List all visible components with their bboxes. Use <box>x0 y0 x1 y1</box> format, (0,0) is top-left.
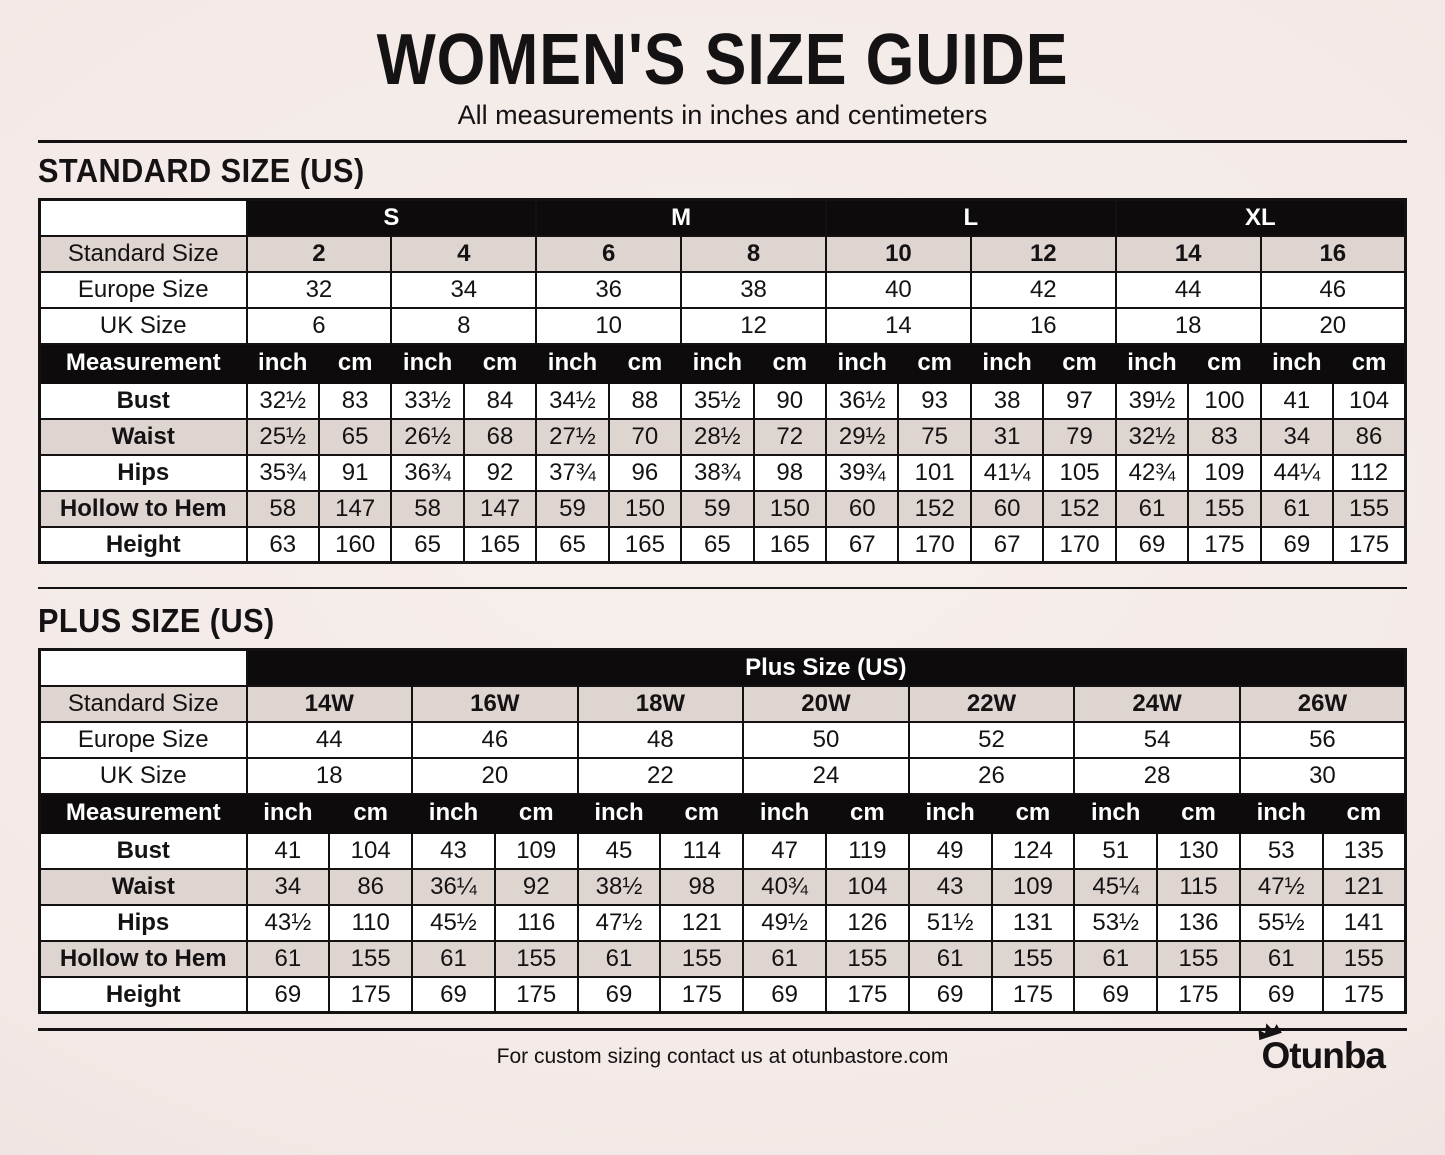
unit-inch-label: inch <box>971 344 1043 383</box>
size-value-cell: 56 <box>1240 722 1406 758</box>
measurement-cm-value: 175 <box>495 977 578 1013</box>
measurement-inch-value: 63 <box>247 527 319 563</box>
measurement-cm-value: 98 <box>754 455 826 491</box>
measurement-cm-value: 112 <box>1333 455 1405 491</box>
measurement-cm-value: 88 <box>609 383 681 419</box>
measurement-inch-value: 41¼ <box>971 455 1043 491</box>
size-value-cell: 18W <box>578 686 744 722</box>
measurement-cm-value: 175 <box>329 977 412 1013</box>
measurement-inch-value: 28½ <box>681 419 753 455</box>
size-value-cell: 8 <box>681 236 826 272</box>
footer-divider <box>38 1028 1407 1031</box>
measurement-inch-value: 61 <box>1116 491 1188 527</box>
size-value-cell: 14W <box>247 686 413 722</box>
measurement-cm-value: 175 <box>1333 527 1405 563</box>
measurement-inch-value: 38¾ <box>681 455 753 491</box>
size-value-cell: 40 <box>826 272 971 308</box>
size-value-cell: 54 <box>1074 722 1240 758</box>
size-row-label: Standard Size <box>40 236 247 272</box>
measurement-cm-value: 104 <box>329 833 412 869</box>
measurement-row-label: Hollow to Hem <box>40 941 247 977</box>
measurement-cm-value: 105 <box>1043 455 1115 491</box>
size-value-cell: 22W <box>909 686 1075 722</box>
measurement-cm-value: 152 <box>898 491 970 527</box>
measurement-cm-value: 126 <box>826 905 909 941</box>
unit-inch-label: inch <box>1116 344 1188 383</box>
size-value-cell: 46 <box>1261 272 1406 308</box>
standard-size-table <box>38 198 1407 564</box>
size-value-cell: 8 <box>391 308 536 344</box>
plus-group-header: Plus Size (US) <box>247 650 1406 686</box>
measurement-inch-value: 61 <box>1240 941 1323 977</box>
measurement-cm-value: 175 <box>1157 977 1240 1013</box>
unit-inch-label: inch <box>578 794 661 833</box>
page-title: WOMEN'S SIZE GUIDE <box>376 20 1069 100</box>
measurement-header-label: Measurement <box>40 344 247 383</box>
measurement-cm-value: 175 <box>826 977 909 1013</box>
measurement-cm-value: 150 <box>609 491 681 527</box>
measurement-row-label: Height <box>40 977 247 1013</box>
measurement-row-label: Bust <box>40 383 247 419</box>
unit-inch-label: inch <box>826 344 898 383</box>
measurement-inch-value: 34 <box>1261 419 1333 455</box>
measurement-inch-value: 31 <box>971 419 1043 455</box>
measurement-inch-value: 38½ <box>578 869 661 905</box>
size-value-cell: 18 <box>247 758 413 794</box>
measurement-inch-value: 61 <box>1074 941 1157 977</box>
unit-inch-label: inch <box>247 344 319 383</box>
size-value-cell: 4 <box>391 236 536 272</box>
brand-logo <box>1262 1035 1385 1077</box>
measurement-cm-value: 147 <box>464 491 536 527</box>
unit-cm-label: cm <box>660 794 743 833</box>
size-row-label: UK Size <box>40 308 247 344</box>
measurement-cm-value: 141 <box>1323 905 1406 941</box>
size-value-cell: 32 <box>247 272 392 308</box>
size-value-cell: 36 <box>536 272 681 308</box>
size-group-header: S <box>247 200 537 236</box>
measurement-inch-value: 69 <box>1240 977 1323 1013</box>
measurement-inch-value: 69 <box>909 977 992 1013</box>
unit-cm-label: cm <box>992 794 1075 833</box>
measurement-cm-value: 165 <box>464 527 536 563</box>
measurement-cm-value: 124 <box>992 833 1075 869</box>
measurement-cm-value: 92 <box>464 455 536 491</box>
measurement-cm-value: 75 <box>898 419 970 455</box>
header-divider <box>38 140 1407 143</box>
unit-cm-label: cm <box>1188 344 1260 383</box>
measurement-inch-value: 34½ <box>536 383 608 419</box>
measurement-inch-value: 61 <box>743 941 826 977</box>
measurement-inch-value: 69 <box>412 977 495 1013</box>
measurement-inch-value: 60 <box>971 491 1043 527</box>
size-value-cell: 44 <box>1116 272 1261 308</box>
unit-inch-label: inch <box>681 344 753 383</box>
measurement-cm-value: 175 <box>660 977 743 1013</box>
measurement-row-label: Hips <box>40 905 247 941</box>
measurement-inch-value: 36¾ <box>391 455 463 491</box>
measurement-cm-value: 155 <box>1323 941 1406 977</box>
measurement-cm-value: 109 <box>992 869 1075 905</box>
measurement-cm-value: 92 <box>495 869 578 905</box>
measurement-cm-value: 165 <box>754 527 826 563</box>
size-value-cell: 26 <box>909 758 1075 794</box>
measurement-inch-value: 37¾ <box>536 455 608 491</box>
measurement-cm-value: 155 <box>1333 491 1405 527</box>
size-value-cell: 24W <box>1074 686 1240 722</box>
size-row-label: Europe Size <box>40 272 247 308</box>
unit-cm-label: cm <box>1157 794 1240 833</box>
measurement-row-label: Height <box>40 527 247 563</box>
unit-cm-label: cm <box>754 344 826 383</box>
measurement-inch-value: 39¾ <box>826 455 898 491</box>
measurement-cm-value: 86 <box>1333 419 1405 455</box>
measurement-cm-value: 155 <box>1157 941 1240 977</box>
unit-inch-label: inch <box>1074 794 1157 833</box>
measurement-cm-value: 72 <box>754 419 826 455</box>
measurement-cm-value: 98 <box>660 869 743 905</box>
measurement-cm-value: 147 <box>319 491 391 527</box>
measurement-inch-value: 26½ <box>391 419 463 455</box>
size-value-cell: 38 <box>681 272 826 308</box>
table-corner-cell <box>40 200 247 236</box>
plus-size-table <box>38 648 1407 1014</box>
footer <box>38 1035 1407 1115</box>
unit-inch-label: inch <box>247 794 330 833</box>
unit-cm-label: cm <box>898 344 970 383</box>
size-value-cell: 44 <box>247 722 413 758</box>
measurement-cm-value: 119 <box>826 833 909 869</box>
measurement-inch-value: 44¼ <box>1261 455 1333 491</box>
measurement-inch-value: 40¾ <box>743 869 826 905</box>
measurement-inch-value: 53 <box>1240 833 1323 869</box>
unit-inch-label: inch <box>909 794 992 833</box>
measurement-cm-value: 160 <box>319 527 391 563</box>
size-value-cell: 42 <box>971 272 1116 308</box>
measurement-inch-value: 45 <box>578 833 661 869</box>
unit-inch-label: inch <box>1240 794 1323 833</box>
measurement-cm-value: 136 <box>1157 905 1240 941</box>
measurement-inch-value: 45½ <box>412 905 495 941</box>
size-value-cell: 20 <box>1261 308 1406 344</box>
unit-inch-label: inch <box>1261 344 1333 383</box>
measurement-inch-value: 59 <box>681 491 753 527</box>
size-value-cell: 2 <box>247 236 392 272</box>
measurement-row-label: Waist <box>40 419 247 455</box>
measurement-row-label: Hips <box>40 455 247 491</box>
size-value-cell: 52 <box>909 722 1075 758</box>
measurement-cm-value: 86 <box>329 869 412 905</box>
measurement-cm-value: 170 <box>898 527 970 563</box>
measurement-inch-value: 29½ <box>826 419 898 455</box>
measurement-cm-value: 109 <box>495 833 578 869</box>
measurement-cm-value: 121 <box>1323 869 1406 905</box>
size-value-cell: 34 <box>391 272 536 308</box>
measurement-inch-value: 32½ <box>247 383 319 419</box>
measurement-inch-value: 32½ <box>1116 419 1188 455</box>
measurement-cm-value: 155 <box>826 941 909 977</box>
size-value-cell: 48 <box>578 722 744 758</box>
measurement-cm-value: 65 <box>319 419 391 455</box>
measurement-cm-value: 121 <box>660 905 743 941</box>
measurement-inch-value: 39½ <box>1116 383 1188 419</box>
measurement-cm-value: 155 <box>992 941 1075 977</box>
measurement-row-label: Hollow to Hem <box>40 491 247 527</box>
measurement-cm-value: 152 <box>1043 491 1115 527</box>
unit-cm-label: cm <box>319 344 391 383</box>
size-value-cell: 10 <box>826 236 971 272</box>
measurement-cm-value: 175 <box>1323 977 1406 1013</box>
measurement-inch-value: 47 <box>743 833 826 869</box>
measurement-cm-value: 104 <box>826 869 909 905</box>
measurement-inch-value: 43½ <box>247 905 330 941</box>
measurement-cm-value: 83 <box>319 383 391 419</box>
measurement-inch-value: 25½ <box>247 419 319 455</box>
unit-inch-label: inch <box>536 344 608 383</box>
measurement-cm-value: 130 <box>1157 833 1240 869</box>
measurement-inch-value: 51½ <box>909 905 992 941</box>
measurement-inch-value: 69 <box>1261 527 1333 563</box>
measurement-inch-value: 35¾ <box>247 455 319 491</box>
measurement-cm-value: 96 <box>609 455 681 491</box>
size-value-cell: 6 <box>536 236 681 272</box>
measurement-cm-value: 110 <box>329 905 412 941</box>
measurement-inch-value: 69 <box>743 977 826 1013</box>
measurement-cm-value: 175 <box>992 977 1075 1013</box>
measurement-cm-value: 84 <box>464 383 536 419</box>
measurement-cm-value: 101 <box>898 455 970 491</box>
size-value-cell: 12 <box>681 308 826 344</box>
measurement-inch-value: 41 <box>247 833 330 869</box>
measurement-cm-value: 150 <box>754 491 826 527</box>
size-group-header: L <box>826 200 1116 236</box>
measurement-cm-value: 90 <box>754 383 826 419</box>
measurement-cm-value: 93 <box>898 383 970 419</box>
measurement-inch-value: 69 <box>578 977 661 1013</box>
measurement-cm-value: 91 <box>319 455 391 491</box>
measurement-inch-value: 38 <box>971 383 1043 419</box>
measurement-inch-value: 58 <box>391 491 463 527</box>
measurement-inch-value: 51 <box>1074 833 1157 869</box>
measurement-inch-value: 42¾ <box>1116 455 1188 491</box>
measurement-inch-value: 36¼ <box>412 869 495 905</box>
size-value-cell: 28 <box>1074 758 1240 794</box>
measurement-row-label: Waist <box>40 869 247 905</box>
measurement-cm-value: 135 <box>1323 833 1406 869</box>
measurement-inch-value: 43 <box>412 833 495 869</box>
brand-name: Otunba <box>1261 1035 1385 1077</box>
unit-inch-label: inch <box>743 794 826 833</box>
size-value-cell: 10 <box>536 308 681 344</box>
size-value-cell: 22 <box>578 758 744 794</box>
measurement-inch-value: 41 <box>1261 383 1333 419</box>
size-value-cell: 12 <box>971 236 1116 272</box>
measurement-inch-value: 49½ <box>743 905 826 941</box>
unit-cm-label: cm <box>329 794 412 833</box>
size-value-cell: 6 <box>247 308 392 344</box>
size-group-header: M <box>536 200 826 236</box>
measurement-inch-value: 61 <box>412 941 495 977</box>
measurement-cm-value: 100 <box>1188 383 1260 419</box>
size-value-cell: 16W <box>412 686 578 722</box>
measurement-inch-value: 55½ <box>1240 905 1323 941</box>
measurement-cm-value: 83 <box>1188 419 1260 455</box>
measurement-cm-value: 97 <box>1043 383 1115 419</box>
measurement-cm-value: 155 <box>660 941 743 977</box>
measurement-inch-value: 47½ <box>1240 869 1323 905</box>
measurement-inch-value: 43 <box>909 869 992 905</box>
measurement-inch-value: 33½ <box>391 383 463 419</box>
measurement-cm-value: 165 <box>609 527 681 563</box>
measurement-cm-value: 155 <box>495 941 578 977</box>
size-value-cell: 16 <box>1261 236 1406 272</box>
size-row-label: Europe Size <box>40 722 247 758</box>
measurement-cm-value: 68 <box>464 419 536 455</box>
unit-cm-label: cm <box>826 794 909 833</box>
measurement-inch-value: 60 <box>826 491 898 527</box>
footer-text: For custom sizing contact us at otunbastore.com <box>496 1045 949 1069</box>
standard-section-heading: STANDARD SIZE (US) <box>38 152 365 190</box>
measurement-cm-value: 170 <box>1043 527 1115 563</box>
size-value-cell: 18 <box>1116 308 1261 344</box>
size-row-label: Standard Size <box>40 686 247 722</box>
measurement-cm-value: 116 <box>495 905 578 941</box>
unit-cm-label: cm <box>1043 344 1115 383</box>
unit-inch-label: inch <box>412 794 495 833</box>
measurement-inch-value: 27½ <box>536 419 608 455</box>
unit-cm-label: cm <box>464 344 536 383</box>
measurement-cm-value: 131 <box>992 905 1075 941</box>
measurement-inch-value: 53½ <box>1074 905 1157 941</box>
size-value-cell: 14 <box>1116 236 1261 272</box>
size-row-label: UK Size <box>40 758 247 794</box>
measurement-inch-value: 65 <box>536 527 608 563</box>
unit-cm-label: cm <box>495 794 578 833</box>
size-value-cell: 16 <box>971 308 1116 344</box>
measurement-cm-value: 155 <box>1188 491 1260 527</box>
plus-section-heading: PLUS SIZE (US) <box>38 602 275 640</box>
measurement-inch-value: 61 <box>578 941 661 977</box>
measurement-inch-value: 59 <box>536 491 608 527</box>
measurement-inch-value: 34 <box>247 869 330 905</box>
measurement-inch-value: 45¼ <box>1074 869 1157 905</box>
measurement-cm-value: 114 <box>660 833 743 869</box>
measurement-row-label: Bust <box>40 833 247 869</box>
size-value-cell: 14 <box>826 308 971 344</box>
measurement-inch-value: 61 <box>909 941 992 977</box>
measurement-cm-value: 115 <box>1157 869 1240 905</box>
measurement-cm-value: 79 <box>1043 419 1115 455</box>
measurement-inch-value: 36½ <box>826 383 898 419</box>
size-value-cell: 24 <box>743 758 909 794</box>
page-subtitle: All measurements in inches and centimeters <box>457 100 988 131</box>
measurement-cm-value: 175 <box>1188 527 1260 563</box>
size-value-cell: 30 <box>1240 758 1406 794</box>
measurement-inch-value: 69 <box>1074 977 1157 1013</box>
measurement-inch-value: 47½ <box>578 905 661 941</box>
size-value-cell: 26W <box>1240 686 1406 722</box>
measurement-inch-value: 67 <box>826 527 898 563</box>
measurement-inch-value: 69 <box>1116 527 1188 563</box>
unit-inch-label: inch <box>391 344 463 383</box>
measurement-header-label: Measurement <box>40 794 247 833</box>
size-value-cell: 20 <box>412 758 578 794</box>
measurement-inch-value: 49 <box>909 833 992 869</box>
measurement-inch-value: 69 <box>247 977 330 1013</box>
measurement-cm-value: 70 <box>609 419 681 455</box>
size-value-cell: 50 <box>743 722 909 758</box>
measurement-inch-value: 67 <box>971 527 1043 563</box>
measurement-cm-value: 155 <box>329 941 412 977</box>
size-value-cell: 46 <box>412 722 578 758</box>
table-corner-cell <box>40 650 247 686</box>
measurement-inch-value: 58 <box>247 491 319 527</box>
measurement-inch-value: 35½ <box>681 383 753 419</box>
section-divider <box>38 587 1407 589</box>
size-group-header: XL <box>1116 200 1406 236</box>
measurement-inch-value: 61 <box>247 941 330 977</box>
measurement-cm-value: 104 <box>1333 383 1405 419</box>
unit-cm-label: cm <box>609 344 681 383</box>
unit-cm-label: cm <box>1333 344 1405 383</box>
size-value-cell: 20W <box>743 686 909 722</box>
unit-cm-label: cm <box>1323 794 1406 833</box>
measurement-cm-value: 109 <box>1188 455 1260 491</box>
measurement-inch-value: 61 <box>1261 491 1333 527</box>
measurement-inch-value: 65 <box>681 527 753 563</box>
measurement-inch-value: 65 <box>391 527 463 563</box>
